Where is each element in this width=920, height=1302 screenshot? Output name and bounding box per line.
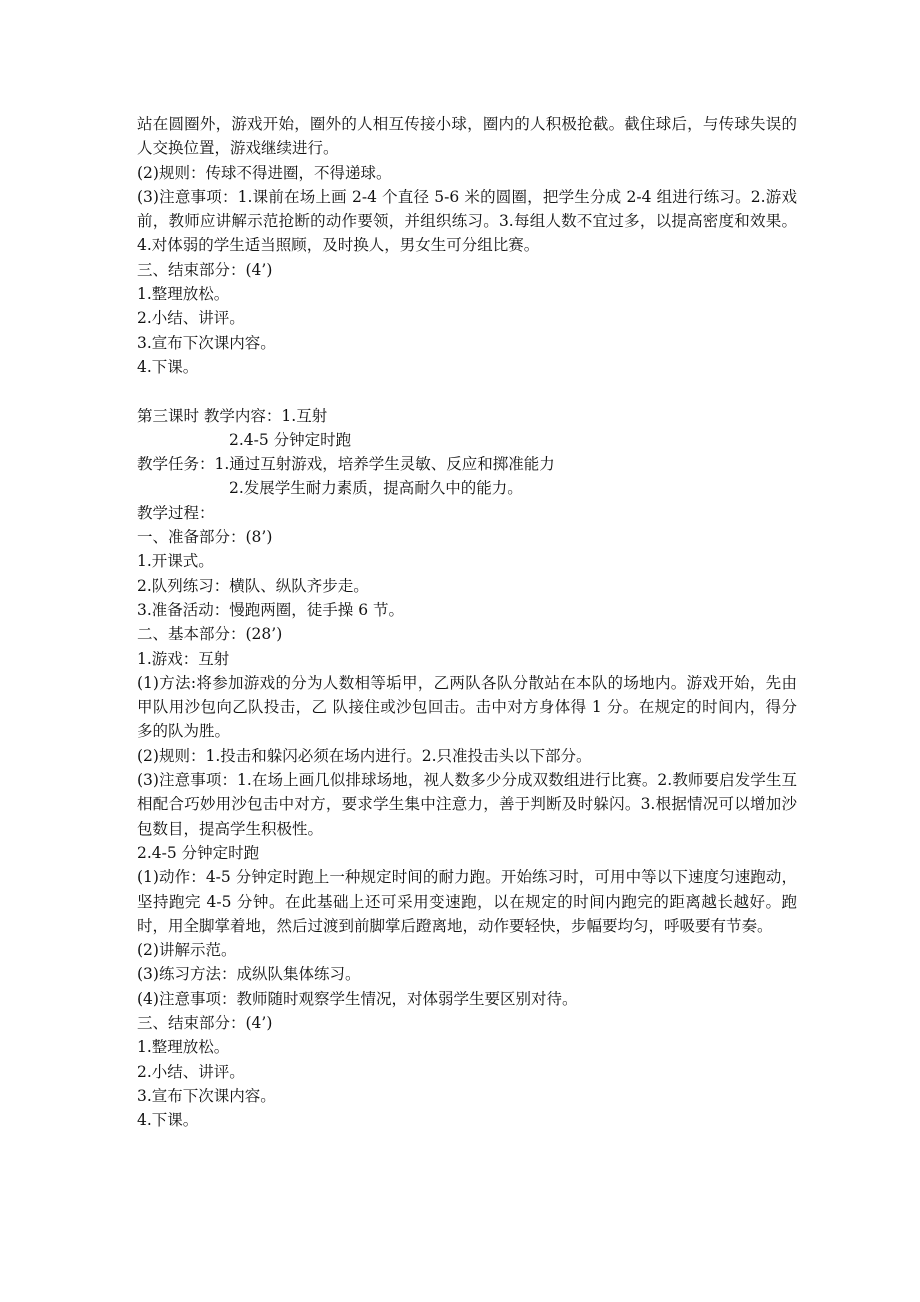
list-item: 2.小结、讲评。 xyxy=(137,309,245,328)
paragraph-method: (1)方法:将参加游戏的分为人数相等垢甲，乙两队各队分散站在本队的场地内。游戏开始，先由甲队用沙包向乙队投击，乙 队接住或沙包回击。击中对方身体得 1 分。在规定的时间内，得分多的队为胜。 xyxy=(137,673,797,741)
lesson-task-heading: 教学任务：1.通过互射游戏，培养学生灵敏、反应和掷准能力 xyxy=(137,455,555,474)
list-item: 2.小结、讲评。 xyxy=(137,1062,245,1081)
section-heading-preparation: 一、准备部分：(8’) xyxy=(137,528,273,547)
paragraph-rules: (2)规则：传球不得进圈，不得递球。 xyxy=(137,163,392,182)
list-item: 2.队列练习：横队、纵队齐步走。 xyxy=(137,576,369,595)
list-item: 3.宣布下次课内容。 xyxy=(137,1086,276,1105)
paragraph-action: (1)动作：4-5 分钟定时跑上一种规定时间的耐力跑。开始练习时，可用中等以下速度匀速跑动，坚持跑完 4-5 分钟。在此基础上还可采用变速跑，以在规定的时间内跑完的距离越长越好。跑时，用全脚掌着地，然后过渡到前脚掌后蹬离地，动作要轻快，步幅要均匀，呼吸要有节奏。 xyxy=(137,868,797,935)
list-item: 4.下课。 xyxy=(137,357,199,376)
lesson-three-heading: 第三课时 教学内容：1.互射 xyxy=(137,406,328,425)
teaching-process-heading: 教学过程： xyxy=(137,503,215,522)
list-item: 1.游戏：互射 xyxy=(137,649,230,668)
list-item: 1.整理放松。 xyxy=(137,285,230,304)
list-item: 3.宣布下次课内容。 xyxy=(137,333,276,352)
blank-line xyxy=(137,379,797,403)
paragraph-notes: (3)注意事项：1.在场上画几似排球场地，视人数多少分成双数组进行比赛。2.教师要启发学生互相配合巧妙用沙包击中对方，要求学生集中注意力，善于判断及时躲闪。3.根据情况可以增加沙包数目，提高学生积极性。 xyxy=(137,771,797,838)
list-item: (3)练习方法：成纵队集体练习。 xyxy=(137,965,361,984)
paragraph-rules: (2)规则：1.投击和躲闪必须在场内进行。2.只准投击头以下部分。 xyxy=(137,746,592,765)
list-item: 2.4-5 分钟定时跑 xyxy=(137,843,260,862)
paragraph-notes: (3)注意事项：1.课前在场上画 2-4 个直径 5-6 米的圆圈，把学生分成 2-4 组进行练习。2.游戏前，教师应讲解示范抢断的动作要领，并组织练习。3.每组人数不宜过多，以提高密度和效果。4.对体弱的学生适当照顾，及时换人，男女生可分组比赛。 xyxy=(137,187,797,255)
section-heading-ending: 三、结束部分：(4’) xyxy=(137,260,273,279)
document-body xyxy=(137,112,797,1132)
list-item: (2)讲解示范。 xyxy=(137,941,237,960)
list-item: 1.开课式。 xyxy=(137,552,214,571)
list-item: 3.准备活动：慢跑两圈，徒手操 6 节。 xyxy=(137,600,405,619)
list-item: 1.整理放松。 xyxy=(137,1038,230,1057)
lesson-content-item: 2.4-5 分钟定时跑 xyxy=(229,430,352,449)
section-heading-basic: 二、基本部分：(28’) xyxy=(137,625,283,644)
list-item: 4.下课。 xyxy=(137,1111,199,1130)
section-heading-ending: 三、结束部分：(4’) xyxy=(137,1013,273,1032)
lesson-task-item: 2.发展学生耐力素质，提高耐久中的能力。 xyxy=(229,479,523,498)
list-item: (4)注意事项：教师随时观察学生情况，对体弱学生要区别对待。 xyxy=(137,989,578,1008)
paragraph-game-description-continued: 站在圆圈外，游戏开始，圈外的人相互传接小球，圈内的人积极抢截。截住球后，与传球失误的人交换位置，游戏继续进行。 xyxy=(137,115,797,158)
